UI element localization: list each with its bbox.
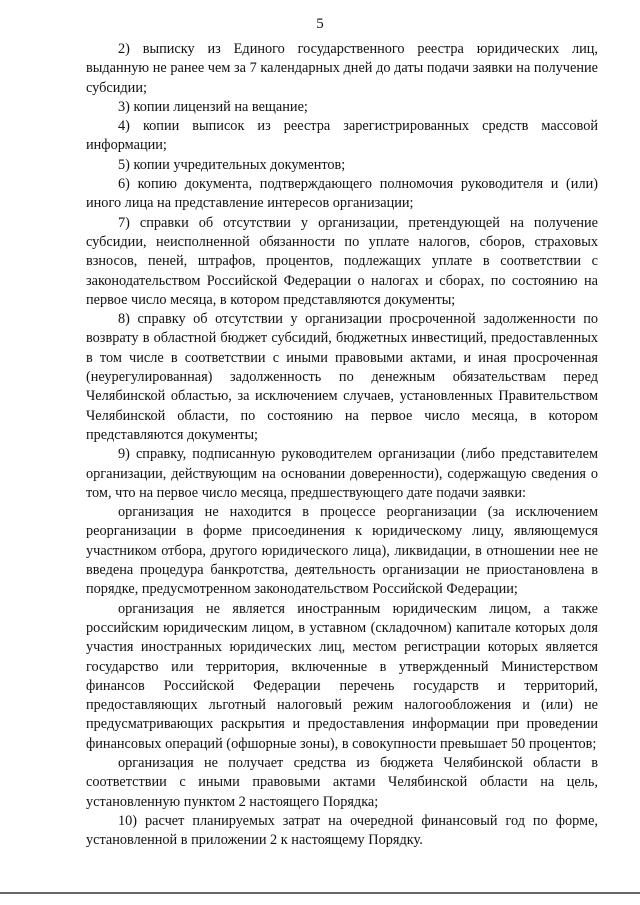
paragraph-item-6: 6) копию документа, подтверждающего полномочия руководителя и (или) иного лица на представление интересов организации; — [86, 176, 598, 212]
paragraph-item-3: 3) копии лицензий на вещание; — [118, 98, 308, 115]
paragraph-condition-foreign-entity: организация не является иностранным юридическим лицом, а также российским юридическим лицом, в уставном (складочном) капитале которых доля участия иностранных юридических лиц, местом регистрации которых является государство или территория, включенные в утвержденный Министерством финансов Российской Федерации перечень государств и территорий, предоставляющих льготный налоговый режим налогообложения и (или) не предусматривающих раскрытия и предоставления информации при проведении финансовых операций (офшорные зоны), в совокупности превышает 50 процентов; — [86, 600, 598, 752]
document-body — [86, 40, 598, 850]
paragraph-item-7: 7) справки об отсутствии у организации, претендующей на получение субсидии, неисполненной обязанности по уплате налогов, сборов, страховых взносов, пеней, штрафов, процентов, подлежащих уплате в соответствии с законодательством Российской Федерации о налогах и сборах, по состоянию на первое число месяца, в котором представляются документы; — [86, 214, 598, 308]
paragraph-item-10: 10) расчет планируемых затрат на очередной финансовый год по форме, установленной в приложении 2 к настоящему Порядку. — [86, 812, 598, 849]
paragraph-item-4: 4) копии выписок из реестра зарегистрированных средств массовой информации; — [86, 118, 598, 154]
bottom-rule — [0, 892, 640, 894]
page-number: 5 — [316, 16, 324, 32]
paragraph-item-5: 5) копии учредительных документов; — [118, 156, 346, 173]
paragraph-condition-reorganization: организация не находится в процессе реорганизации (за исключением реорганизации в форме присоединения к юридическому лицу, являющемуся участником отбора, другого юридического лица), ликвидации, в отношении нее не введена процедура банкротства, деятельность организации не приостановлена в порядке, предусмотренном законодательством Российской Федерации; — [86, 504, 598, 598]
paragraph-condition-budget-funds: организация не получает средства из бюджета Челябинской области в соответствии с иными правовыми актами Челябинской области на цель, установленную пунктом 2 настоящего Порядка; — [86, 754, 598, 810]
paragraph-item-2: 2) выписку из Единого государственного реестра юридических лиц, выданную не ранее чем за 7 календарных дней до даты подачи заявки на получение субсидии; — [86, 41, 598, 96]
paragraph-item-8: 8) справку об отсутствии у организации просроченной задолженности по возврату в областной бюджет субсидий, бюджетных инвестиций, предоставленных в том числе в соответствии с иными правовыми актами, и иная просроченная (неурегулированная) задолженность по денежным обязательствам перед Челябинской областью, за исключением случаев, установленных Правительством Челябинской области, по состоянию на первое число месяца, в котором представляются документы; — [86, 311, 598, 443]
paragraph-item-9: 9) справку, подписанную руководителем организации (либо представителем организации, действующим на основании доверенности), содержащую сведения о том, что на первое число месяца, предшествующего дате подачи заявки: — [86, 446, 598, 501]
